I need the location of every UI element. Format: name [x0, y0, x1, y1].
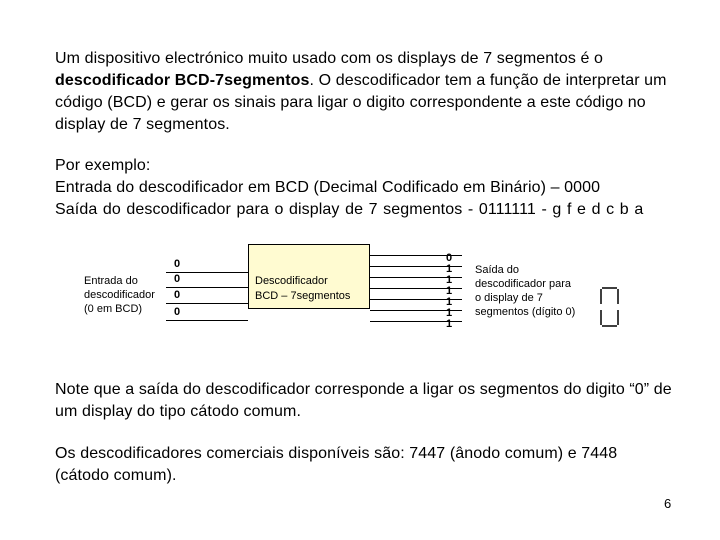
intro-bold-term: descodificador BCD-7segmentos — [55, 72, 310, 89]
output-label-line: segmentos (dígito 0) — [475, 306, 576, 318]
intro-text-after: . O descodificador tem a função de interpretar um código (BCD) e gerar os sinais para ligar o digito correspondente a este código no display de 7 segmentos. — [55, 72, 667, 133]
example-input-line: Entrada do descodificador em BCD (Decimal Codificado em Binário) – 0000 — [55, 179, 601, 196]
output-bit: 1 — [446, 307, 453, 319]
seven-segment-display — [601, 288, 618, 326]
input-label-line: descodificador — [84, 289, 155, 301]
input-label-line: (0 em BCD) — [84, 303, 143, 315]
output-label-line: descodificador para — [475, 278, 572, 290]
example-output-line: Saída do descodificador para o display de 7 segmentos - 0111111 - g f e d c b a — [55, 201, 644, 218]
input-bit: 0 — [174, 258, 181, 270]
output-bit: 1 — [446, 285, 453, 297]
input-bit: 0 — [174, 289, 181, 301]
output-label-line: Saída do — [475, 264, 520, 276]
note-paragraph: Note que a saída do descodificador corresponde a ligar os segmentos do digito “0” de um display do tipo cátodo comum. — [55, 381, 672, 420]
input-label-line: Entrada do — [84, 275, 138, 287]
decoder-label-line: BCD – 7segmentos — [255, 290, 351, 302]
decoder-label — [255, 274, 350, 304]
page-number: 6 — [664, 496, 672, 511]
decoder-label-line: Descodificador — [255, 275, 328, 287]
example-heading: Por exemplo: — [55, 157, 151, 174]
output-bit: 1 — [446, 296, 453, 308]
output-bit: 1 — [446, 274, 453, 286]
output-bit: 0 — [446, 252, 453, 264]
output-label-line: o display de 7 — [475, 292, 543, 304]
output-label — [475, 263, 575, 319]
input-bit: 0 — [174, 306, 181, 318]
intro-text-before: Um dispositivo electrónico muito usado com os displays de 7 segmentos é o — [55, 50, 604, 67]
commercial-decoders-paragraph: Os descodificadores comerciais disponíveis são: 7447 (ânodo comum) e 7448 (cátodo comum). — [55, 445, 618, 484]
input-bit: 0 — [174, 273, 181, 285]
decoder-block — [248, 244, 370, 309]
output-bit: 1 — [446, 318, 453, 330]
output-bit: 1 — [446, 263, 453, 275]
